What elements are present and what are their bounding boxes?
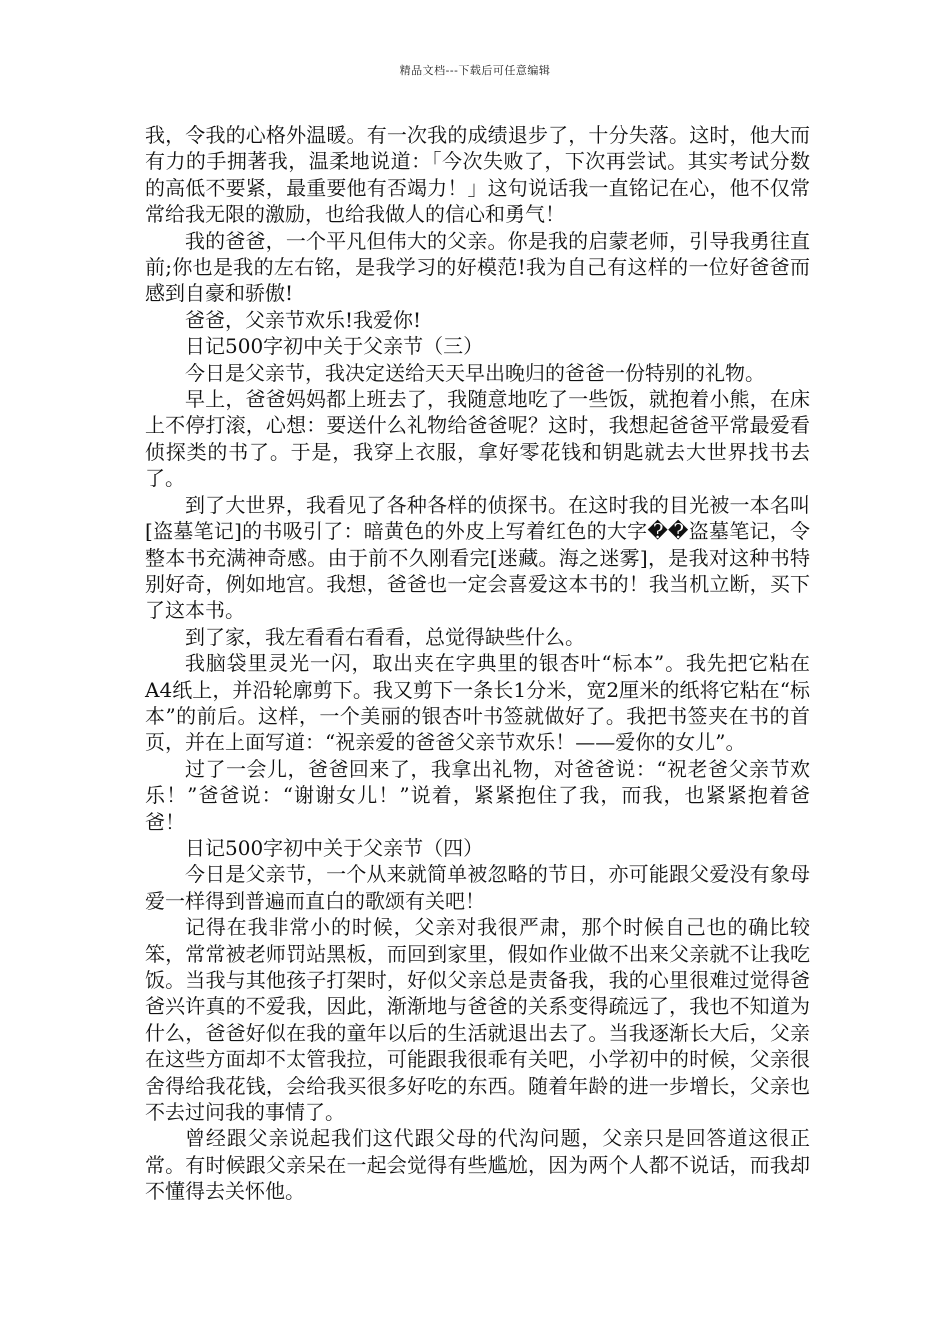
section-heading: 日记500字初中关于父亲节（四） [185,835,484,860]
paragraph: 我脑袋里灵光一闪，取出夹在字典里的银杏叶“标本”。我先把它粘在A4纸上，并沿轮廓剪下。我又剪下一条长1分米，宽2厘米的纸将它粘在“标本”的前后。这样，一个美丽的银杏叶书签就做好了。我把书签夹在书的首页，并在上面写道：“祝亲爱的爸爸父亲节欢乐！——爱你的女儿”。 [145,651,810,755]
section-heading: 日记500字初中关于父亲节（三） [185,334,484,359]
paragraph: 记得在我非常小的时候，父亲对我很严肃，那个时候自己也的确比较笨，常常被老师罚站黑板，而回到家里，假如作业做不出来父亲就不让我吃饭。当我与其他孩子打架时，好似父亲总是责备我，我的心里很难过觉得爸爸兴许真的不爱我，因此，渐渐地与爸爸的关系变得疏远了，我也不知道为什么，爸爸好似在我的童年以后的生活就退出去了。当我逐渐长大后，父亲在这些方面却不太管我拉，可能跟我很乖有关吧，小学初中的时候，父亲很舍得给我花钱，会给我买很多好吃的东西。随着年龄的进一步增长，父亲也不去过问我的事情了。 [145,915,810,1125]
document-body [145,122,810,1205]
paragraph: 到了家，我左看看右看看，总觉得缺些什么。 [185,624,585,649]
paragraph: 到了大世界，我看见了各种各样的侦探书。在这时我的目光被一本名叫[盗墓笔记]的书吸引了：暗黄色的外皮上写着红色的大字��盗墓笔记，令整本书充满神奇感。由于前不久刚看完[迷藏。海之迷雾]，是我对这种书特别好奇，例如地宫。我想，爸爸也一定会喜爱这本书的！我当机立断，买下了这本书。 [145,492,810,623]
paragraph: 今日是父亲节，我决定送给天天早出晚归的爸爸一份特别的礼物。 [185,360,765,385]
paragraph: 过了一会儿，爸爸回来了，我拿出礼物，对爸爸说：“祝老爸父亲节欢乐！”爸爸说：“谢谢女儿！”说着，紧紧抱住了我，而我，也紧紧抱着爸爸！ [145,756,810,834]
paragraph: 爸爸，父亲节欢乐!我爱你! [185,307,422,332]
paragraph: 早上，爸爸妈妈都上班去了，我随意地吃了一些饭，就抱着小熊，在床上不停打滚，心想：要送什么礼物给爸爸呢？这时，我想起爸爸平常最爱看侦探类的书了。于是，我穿上衣服，拿好零花钱和钥匙就去大世界找书去了。 [145,387,810,491]
page-header: 精品文档---下载后可任意编辑 [399,64,551,77]
paragraph: 我，令我的心格外温暖。有一次我的成绩退步了，十分失落。这时，他大而有力的手拥著我，温柔地说道：「今次失败了，下次再尝试。其实考试分数的高低不要紧，最重要他有否竭力！」这句说话我一直铭记在心，他不仅常常给我无限的激励，也给我做人的信心和勇气！ [145,123,810,227]
paragraph: 曾经跟父亲说起我们这代跟父母的代沟问题，父亲只是回答道这很正常。有时候跟父亲呆在一起会觉得有些尴尬，因为两个人都不说话，而我却不懂得去关怀他。 [145,1126,810,1204]
paragraph: 我的爸爸，一个平凡但伟大的父亲。你是我的启蒙老师，引导我勇往直前;你也是我的左右铭，是我学习的好模范!我为自己有这样的一位好爸爸而感到自豪和骄傲! [145,228,810,306]
paragraph: 今日是父亲节，一个从来就简单被忽略的节日，亦可能跟父爱没有象母爱一样得到普遍而直白的歌颂有关吧！ [145,862,810,913]
